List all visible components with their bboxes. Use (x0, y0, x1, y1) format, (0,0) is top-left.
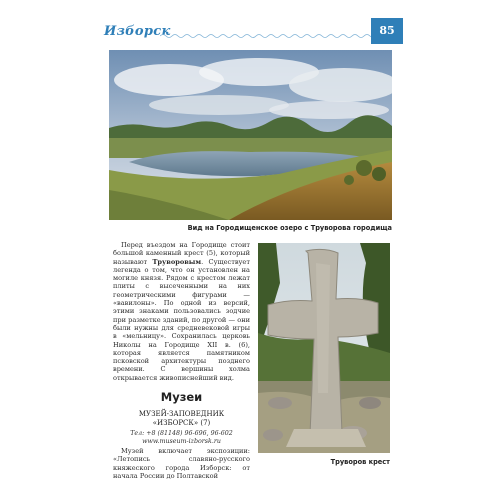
museum-name-line1: МУЗЕЙ-ЗАПОВЕДНИК (138, 410, 225, 418)
museum-contacts (113, 430, 250, 445)
article-paragraph (113, 241, 250, 382)
museum-description (113, 447, 250, 480)
museum-website: www.museum-izborsk.ru (142, 437, 221, 445)
running-header (104, 22, 396, 44)
museum-name (113, 410, 250, 427)
paragraph-text-a: Перед въездом на Городище стоит большой каменный крест (5), который называют (113, 241, 250, 266)
top-photo-caption: Вид на Городищенское озеро с Труворова городища (187, 224, 392, 232)
section-title: Изборск (104, 24, 171, 39)
museum-phone: Тел: +8 (81148) 96-696, 96-602 (130, 430, 233, 437)
decorative-wave-line (160, 33, 400, 39)
paragraph-text-b: . Существует легенда о том, что он установлен на могиле князя. Рядом с крестом лежат плиты с высеченными на них геометрическими фигурами — «вавилоны». По одной из версий, этими знаками пользовались зодчие при разметке зданий, по другой — они были нужны для средневековой игры в «мельницу». Сохранилась церковь Николы на Городище XII в. (6), которая является памятником псковской архитектуры позднего времени. С вершины холма открывается живописнейший вид. (113, 257, 250, 382)
page-number: 85 (371, 18, 403, 44)
stone-cross-photo (258, 243, 390, 453)
museum-name-line2: «ИЗБОРСК» (7) (152, 418, 211, 427)
lake-landscape-photo (109, 50, 392, 220)
section-heading: Музеи (160, 390, 203, 404)
museums-section-heading (113, 390, 250, 404)
paragraph-bold-term: Труворовым (152, 257, 202, 266)
right-photo-caption: Труворов крест (330, 458, 390, 466)
museum-description-text: Музей включает экспозиции: «Летопись славяно-русского княжеского города Изборск: от начала России до Полтавской (113, 447, 250, 480)
